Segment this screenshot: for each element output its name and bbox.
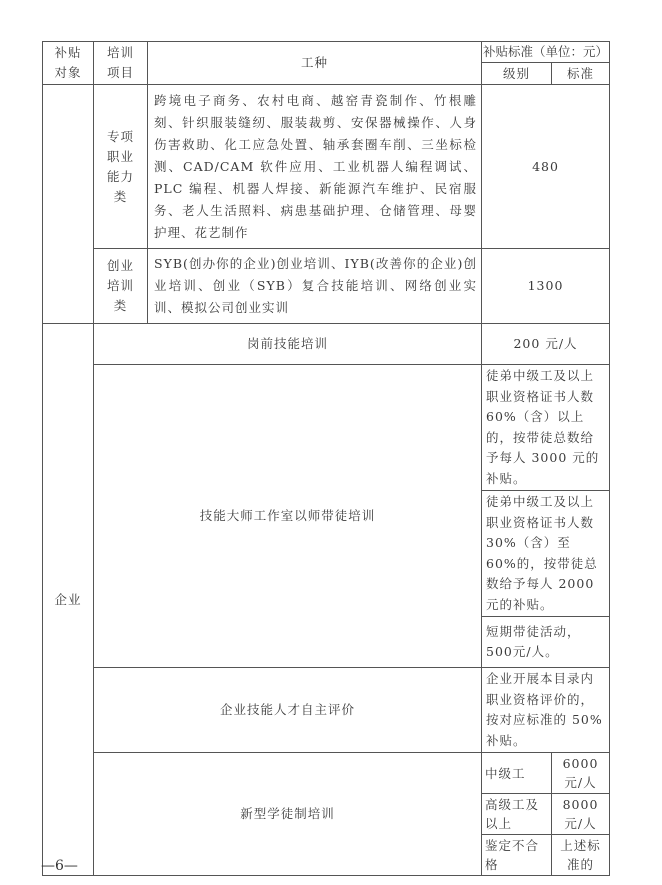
item-cell: 新型学徒制培训 <box>94 753 482 876</box>
note-cell: 短期带徒活动，500元/人。 <box>482 617 610 668</box>
table-row <box>43 249 610 324</box>
table-row <box>43 668 610 753</box>
header-text: 培训 <box>106 45 134 60</box>
item-cell: 企业技能人才自主评价 <box>94 668 482 753</box>
category-text: 职业 <box>106 148 134 164</box>
header-level: 级别 <box>482 63 552 85</box>
category-text: 能力 <box>106 168 134 184</box>
header-text: 对象 <box>54 65 82 80</box>
header-training-item <box>94 42 148 85</box>
category-text: 专项 <box>106 128 134 144</box>
header-subsidy-target <box>43 42 94 85</box>
header-standard-group: 补贴标准（单位：元） <box>482 42 610 63</box>
enterprise-target-cell: 企业 <box>43 324 94 876</box>
level-cell: 中级工 <box>482 753 552 794</box>
standard-cell: 上述标准的 <box>552 835 610 876</box>
category-text: 类 <box>113 298 128 313</box>
level-cell: 高级工及以上 <box>482 794 552 835</box>
category-text: 类 <box>113 188 128 204</box>
table-row <box>43 85 610 249</box>
standard-cell: 8000 元/人 <box>552 794 610 835</box>
amount-cell: 480 <box>482 85 610 249</box>
header-text: 补贴 <box>54 45 82 60</box>
standard-cell: 6000 元/人 <box>552 753 610 794</box>
category-cell <box>94 249 148 324</box>
table-row <box>43 365 610 491</box>
item-cell: 技能大师工作室以师带徒培训 <box>94 365 482 668</box>
note-cell: 徒弟中级工及以上职业资格证书人数30%（含）至 60%的，按带徒总数给予每人 2000 元的补贴。 <box>482 491 610 617</box>
note-cell: 徒弟中级工及以上职业资格证书人数60%（含）以上的，按带徒总数给予每人 3000 元的补贴。 <box>482 365 610 491</box>
trades-cell: SYB(创办你的企业)创业培训、IYB(改善你的企业)创业培训、创业（SYB）复合技能培训、网络创业实训、模拟公司创业实训 <box>148 249 482 324</box>
amount-cell: 200 元/人 <box>482 324 610 365</box>
individual-target-cell <box>43 85 94 324</box>
category-cell <box>94 85 148 249</box>
subsidy-standard-table <box>42 41 610 876</box>
header-standard: 标准 <box>552 63 610 85</box>
amount-cell: 1300 <box>482 249 610 324</box>
category-text: 培训 <box>106 278 134 293</box>
note-cell: 企业开展本目录内职业资格评价的，按对应标准的 50%补贴。 <box>482 668 610 753</box>
trades-cell: 跨境电子商务、农村电商、越窑青瓷制作、竹根雕刻、针织服装缝纫、服装裁剪、安保器械操作、人身伤害救助、化工应急处置、轴承套圈车削、三坐标检测、CAD/CAM 软件应用、工业机器人编程调试、PLC 编程、机器人焊接、新能源汽车维护、民宿服务、老人生活照料、病患基础护理、仓储管理、母婴护理、花艺制作 <box>148 85 482 249</box>
level-cell: 鉴定不合格 <box>482 835 552 876</box>
item-cell: 岗前技能培训 <box>94 324 482 365</box>
page-number: —6— <box>41 858 78 874</box>
header-trade: 工种 <box>148 42 482 85</box>
table-row <box>43 324 610 365</box>
table-row <box>43 753 610 794</box>
category-text: 创业 <box>106 258 134 273</box>
header-text: 项目 <box>106 65 134 80</box>
